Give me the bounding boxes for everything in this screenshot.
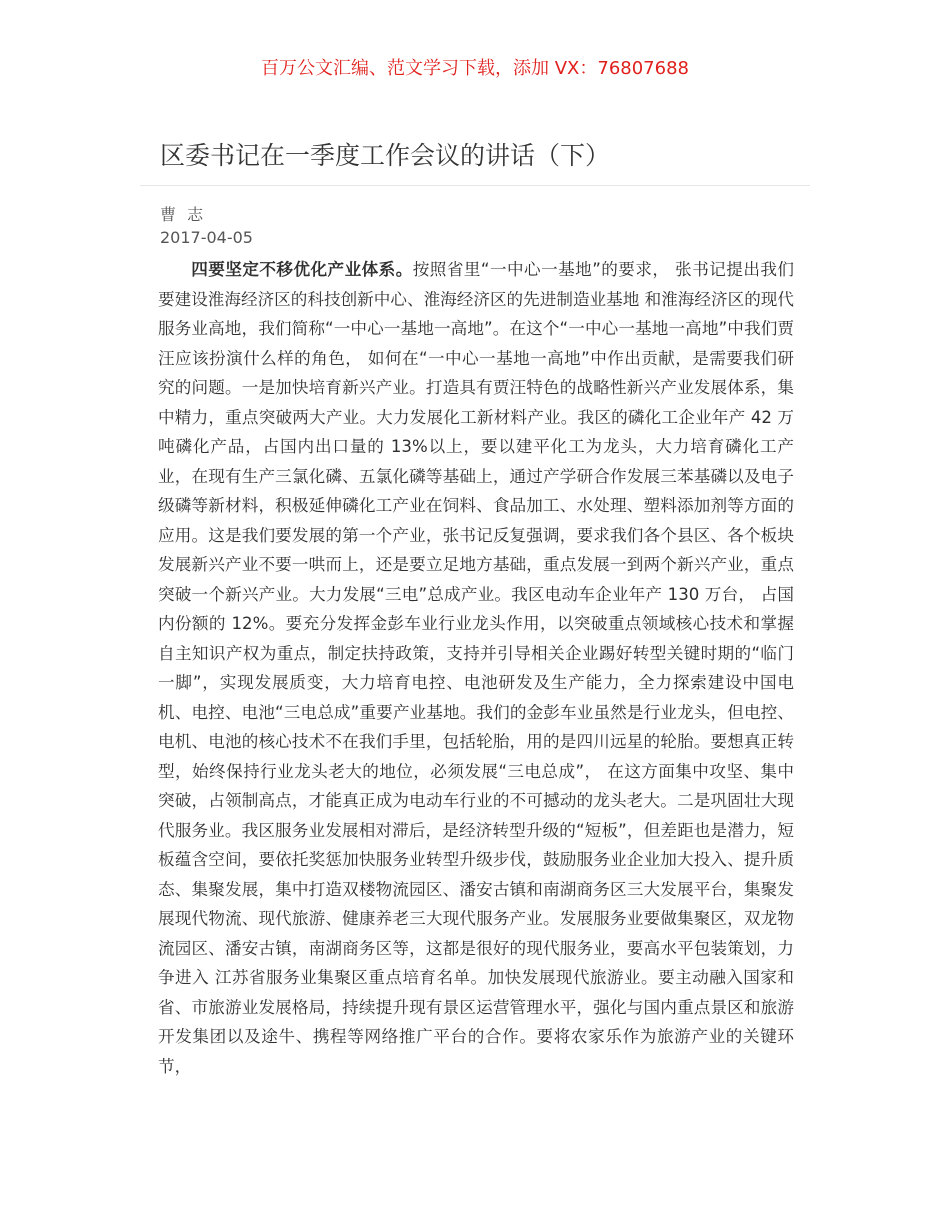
article-body-text: 按照省里“一中心一基地”的要求， 张书记提出我们要建设淮海经济区的科技创新中心、淮海经济区的先进制造业基地 和淮海经济区的现代服务业高地，我们简称“一中心一基地一高地”。在这个“一中心一基地一高地”中我们贾汪应该扮演什么样的角色， 如何在“一中心一基地一高地”中作出贡献，是需要我们研究的问题。一是加快培育新兴产业。打造具有贾汪特色的战略性新兴产业发展体系，集中精力，重点突破两大产业。大力发展化工新材料产业。我区的磷化工企业年产 42 万吨磷化产品，占国内出口量的 13%以上，要以建平化工为龙头，大力培育磷化工产业，在现有生产三氯化磷、五氯化磷等基础上，通过产学研合作发展三苯基磷以及电子级磷等新材料，积极延伸磷化工产业在饲料、食品加工、水处理、塑料添加剂等方面的应用。这是我们要发展的第一个产业，张书记反复强调，要求我们各个县区、各个板块发展新兴产业不要一哄而上，还是要立足地方基础，重点发展一到两个新兴产业，重点突破一个新兴产业。大力发展“三电”总成产业。我区电动车企业年产 130 万台， 占国内份额的 12%。要充分发挥金彭车业行业龙头作用，以突破重点领域核心技术和掌握自主知识产权为重点，制定扶持政策，支持并引导相关企业踢好转型关键时期的“临门一脚”，实现发展质变，大力培育电控、电池研发及生产能力，全力探索建设中国电机、电控、电池“三电总成”重要产业基地。我们的金彭车业虽然是行业龙头，但电控、电机、电池的核心技术不在我们手里，包括轮胎，用的是四川远星的轮胎。要想真正转型，始终保持行业龙头老大的地位，必须发展“三电总成”， 在这方面集中攻坚、集中突破，占领制高点，才能真正成为电动车行业的不可撼动的龙头老大。二是巩固壮大现代服务业。我区服务业发展相对滞后，是经济转型升级的“短板”，但差距也是潜力，短板蕴含空间，要依托奖惩加快服务业转型升级步伐，鼓励服务业企业加大投入、提升质态、集聚发展，集中打造双楼物流园区、潘安古镇和南湖商务区三大发展平台，集聚发展现代物流、现代旅游、健康养老三大现代服务产业。发展服务业要做集聚区，双龙物流园区、潘安古镇，南湖商务区等，这都是很好的现代服务业，要高水平包装策划，力争进入 江苏省服务业集聚区重点培育名单。加快发展现代旅游业。要主动融入国家和省、市旅游业发展格局，持续提升现有景区运营管理水平，强化与国内重点景区和旅游开发集团以及途牛、携程等网络推广平台的合作。要将农家乐作为旅游产业的关键环节， [158, 260, 795, 1076]
article-author: 曹 志 [160, 205, 207, 224]
article-date: 2017-04-05 [160, 228, 253, 247]
title-divider [140, 185, 810, 186]
promo-banner: 百万公文汇编、范文学习下载，添加 VX：76807688 [261, 58, 689, 79]
article-title: 区委书记在一季度工作会议的讲话（下） [160, 141, 611, 170]
article-body [158, 255, 794, 1081]
article-lead: 四要坚定不移优化产业体系。 [191, 260, 413, 279]
